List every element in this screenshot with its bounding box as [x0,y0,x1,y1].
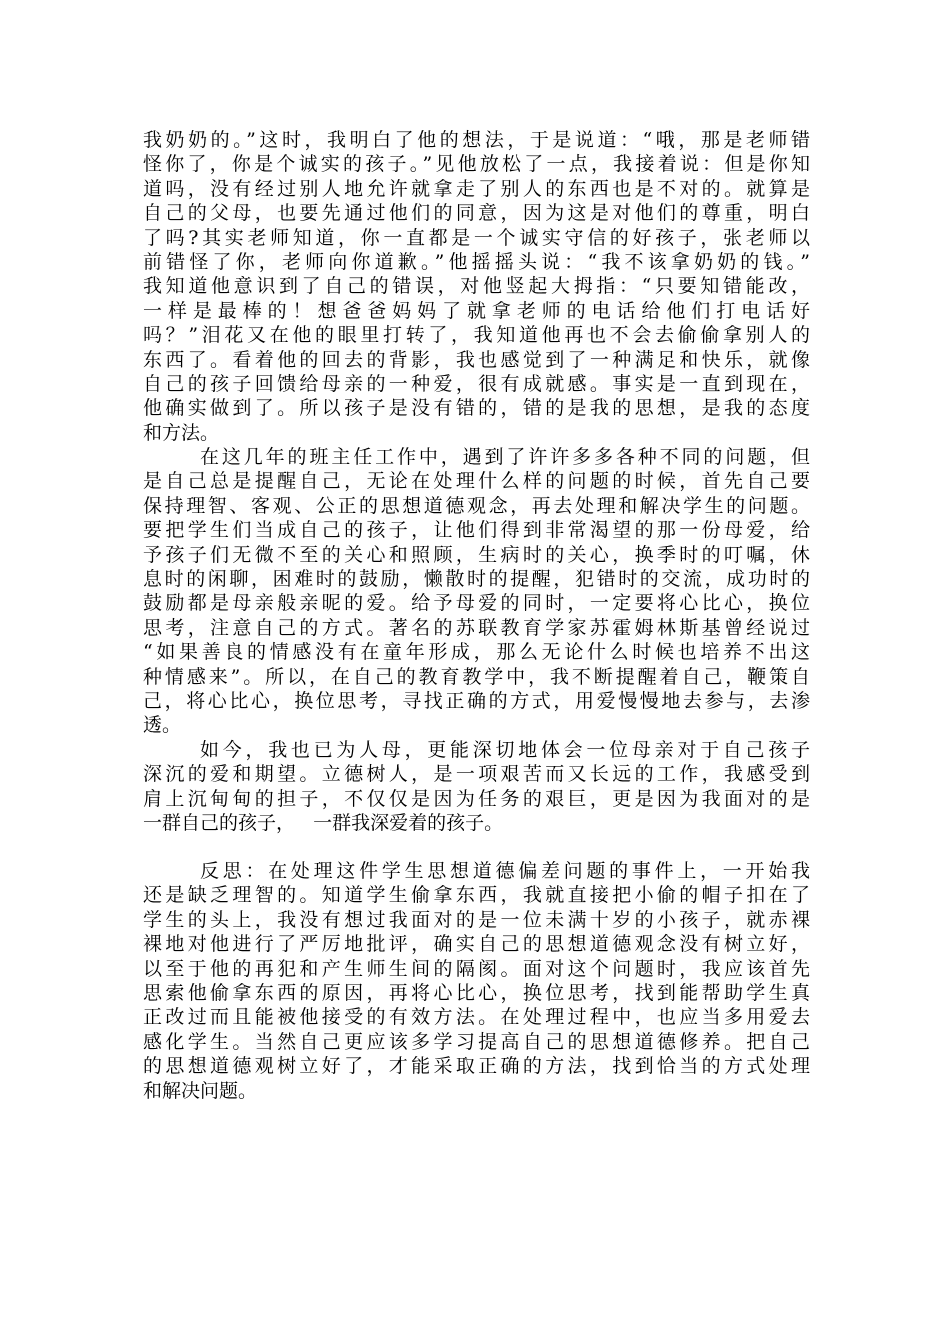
text-line: 学生的头上，我没有想过我面对的是一位未满十岁的小孩子，就赤裸 [143,908,810,931]
text-line: 的思想道德观树立好了，才能采取正确的方法，找到恰当的方式处理 [143,1055,810,1078]
text-line: 还是缺乏理智的。知道学生偷拿东西，我就直接把小偷的帽子扣在了 [143,884,810,907]
text-line: 一样是最棒的！想爸爸妈妈了就拿老师的电话给他们打电话好 [143,299,810,322]
text-line: 保持理智、客观、公正的思想道德观念，再去处理和解决学生的问题。 [143,494,810,517]
text-line: 肩上沉甸甸的担子，不仅仅是因为任务的艰巨，更是因为我面对的是 [143,787,810,810]
text-line: 在这几年的班主任工作中，遇到了许许多多各种不同的问题，但 [200,446,810,468]
text-line: 和方法。 [143,421,220,444]
text-line: 思索他偷拿东西的原因，再将心比心，换位思考，找到能帮助学生真 [143,982,810,1005]
paragraph-as-a-mother [143,738,810,836]
text-line: 前错怪了你，老师向你道歉。”他摇摇头说：“我不该拿奶奶的钱。” [143,251,810,274]
text-line: 是自己总是提醒自己，无论在处理什么样的问题的时候，首先自己要 [143,470,810,493]
text-line: 透。 [143,714,182,737]
text-line: 自己的孩子回馈给母亲的一种爱，很有成就感。事实是一直到现在， [143,373,810,396]
text-line: 种情感来”。所以，在自己的教育教学中，我不断提醒着自己，鞭策自 [143,665,810,688]
text-line: 予孩子们无微不至的关心和照顾，生病时的关心，换季时的叮嘱，休 [143,543,810,566]
text-line: 和解决问题。 [143,1079,258,1102]
text-line: 我知道他意识到了自己的错误，对他竖起大拇指：“只要知错能改， [143,275,810,298]
text-line: 一群自己的孩子， 一群我深爱着的孩子。 [143,812,504,835]
text-line: 吗？”泪花又在他的眼里打转了，我知道他再也不会去偷偷拿别人的 [143,324,810,347]
text-line: 己，将心比心，换位思考，寻找正确的方式，用爱慢慢地去参与，去渗 [143,690,810,713]
text-line: 深沉的爱和期望。立德树人，是一项艰苦而又长远的工作，我感受到 [143,763,810,786]
paragraph-class-teacher-work [143,445,810,738]
text-line: 息时的闲聊，困难时的鼓励，懒散时的提醒，犯错时的交流，成功时的 [143,568,810,591]
text-line: 他确实做到了。所以孩子是没有错的，错的是我的思想，是我的态度 [143,397,810,420]
text-line: 我奶奶的。”这时，我明白了他的想法，于是说道：“哦，那是老师错 [143,129,810,151]
paragraph-reflection [143,859,810,1103]
text-line: 思考，注意自己的方式。著名的苏联教育学家苏霍姆林斯基曾经说过 [143,616,810,639]
text-line: 以至于他的再犯和产生师生间的隔阂。面对这个问题时，我应该首先 [143,957,810,980]
text-line: 反思：在处理这件学生思想道德偏差问题的事件上，一开始我 [200,860,810,882]
paragraph-story-ending [143,128,810,445]
text-line: 鼓励都是母亲般亲昵的爱。给予母爱的同时，一定要将心比心，换位 [143,592,810,615]
text-line: 道吗，没有经过别人地允许就拿走了别人的东西也是不对的。就算是 [143,177,810,200]
text-line: 正改过而且能被他接受的有效方法。在处理过程中，也应当多用爱去 [143,1006,810,1029]
text-line: 感化学生。当然自己更应该多学习提高自己的思想道德修养。把自己 [143,1030,810,1053]
text-line: 裸地对他进行了严厉地批评，确实自己的思想道德观念没有树立好， [143,933,810,956]
text-line: 自己的父母，也要先通过他们的同意，因为这是对他们的尊重，明白 [143,202,810,225]
text-line: 如今，我也已为人母，更能深切地体会一位母亲对于自己孩子 [200,739,810,761]
text-line: 怪你了，你是个诚实的孩子。”见他放松了一点，我接着说：但是你知 [143,153,810,176]
text-line: 要把学生们当成自己的孩子，让他们得到非常渴望的那一份母爱，给 [143,519,810,542]
text-line: 了吗?其实老师知道，你一直都是一个诚实守信的好孩子，张老师以 [143,226,810,249]
text-line: “如果善良的情感没有在童年形成，那么无论什么时候也培养不出这 [143,641,810,664]
document-page [143,0,810,1344]
text-line: 东西了。看着他的回去的背影，我也感觉到了一种满足和快乐，就像 [143,348,810,371]
